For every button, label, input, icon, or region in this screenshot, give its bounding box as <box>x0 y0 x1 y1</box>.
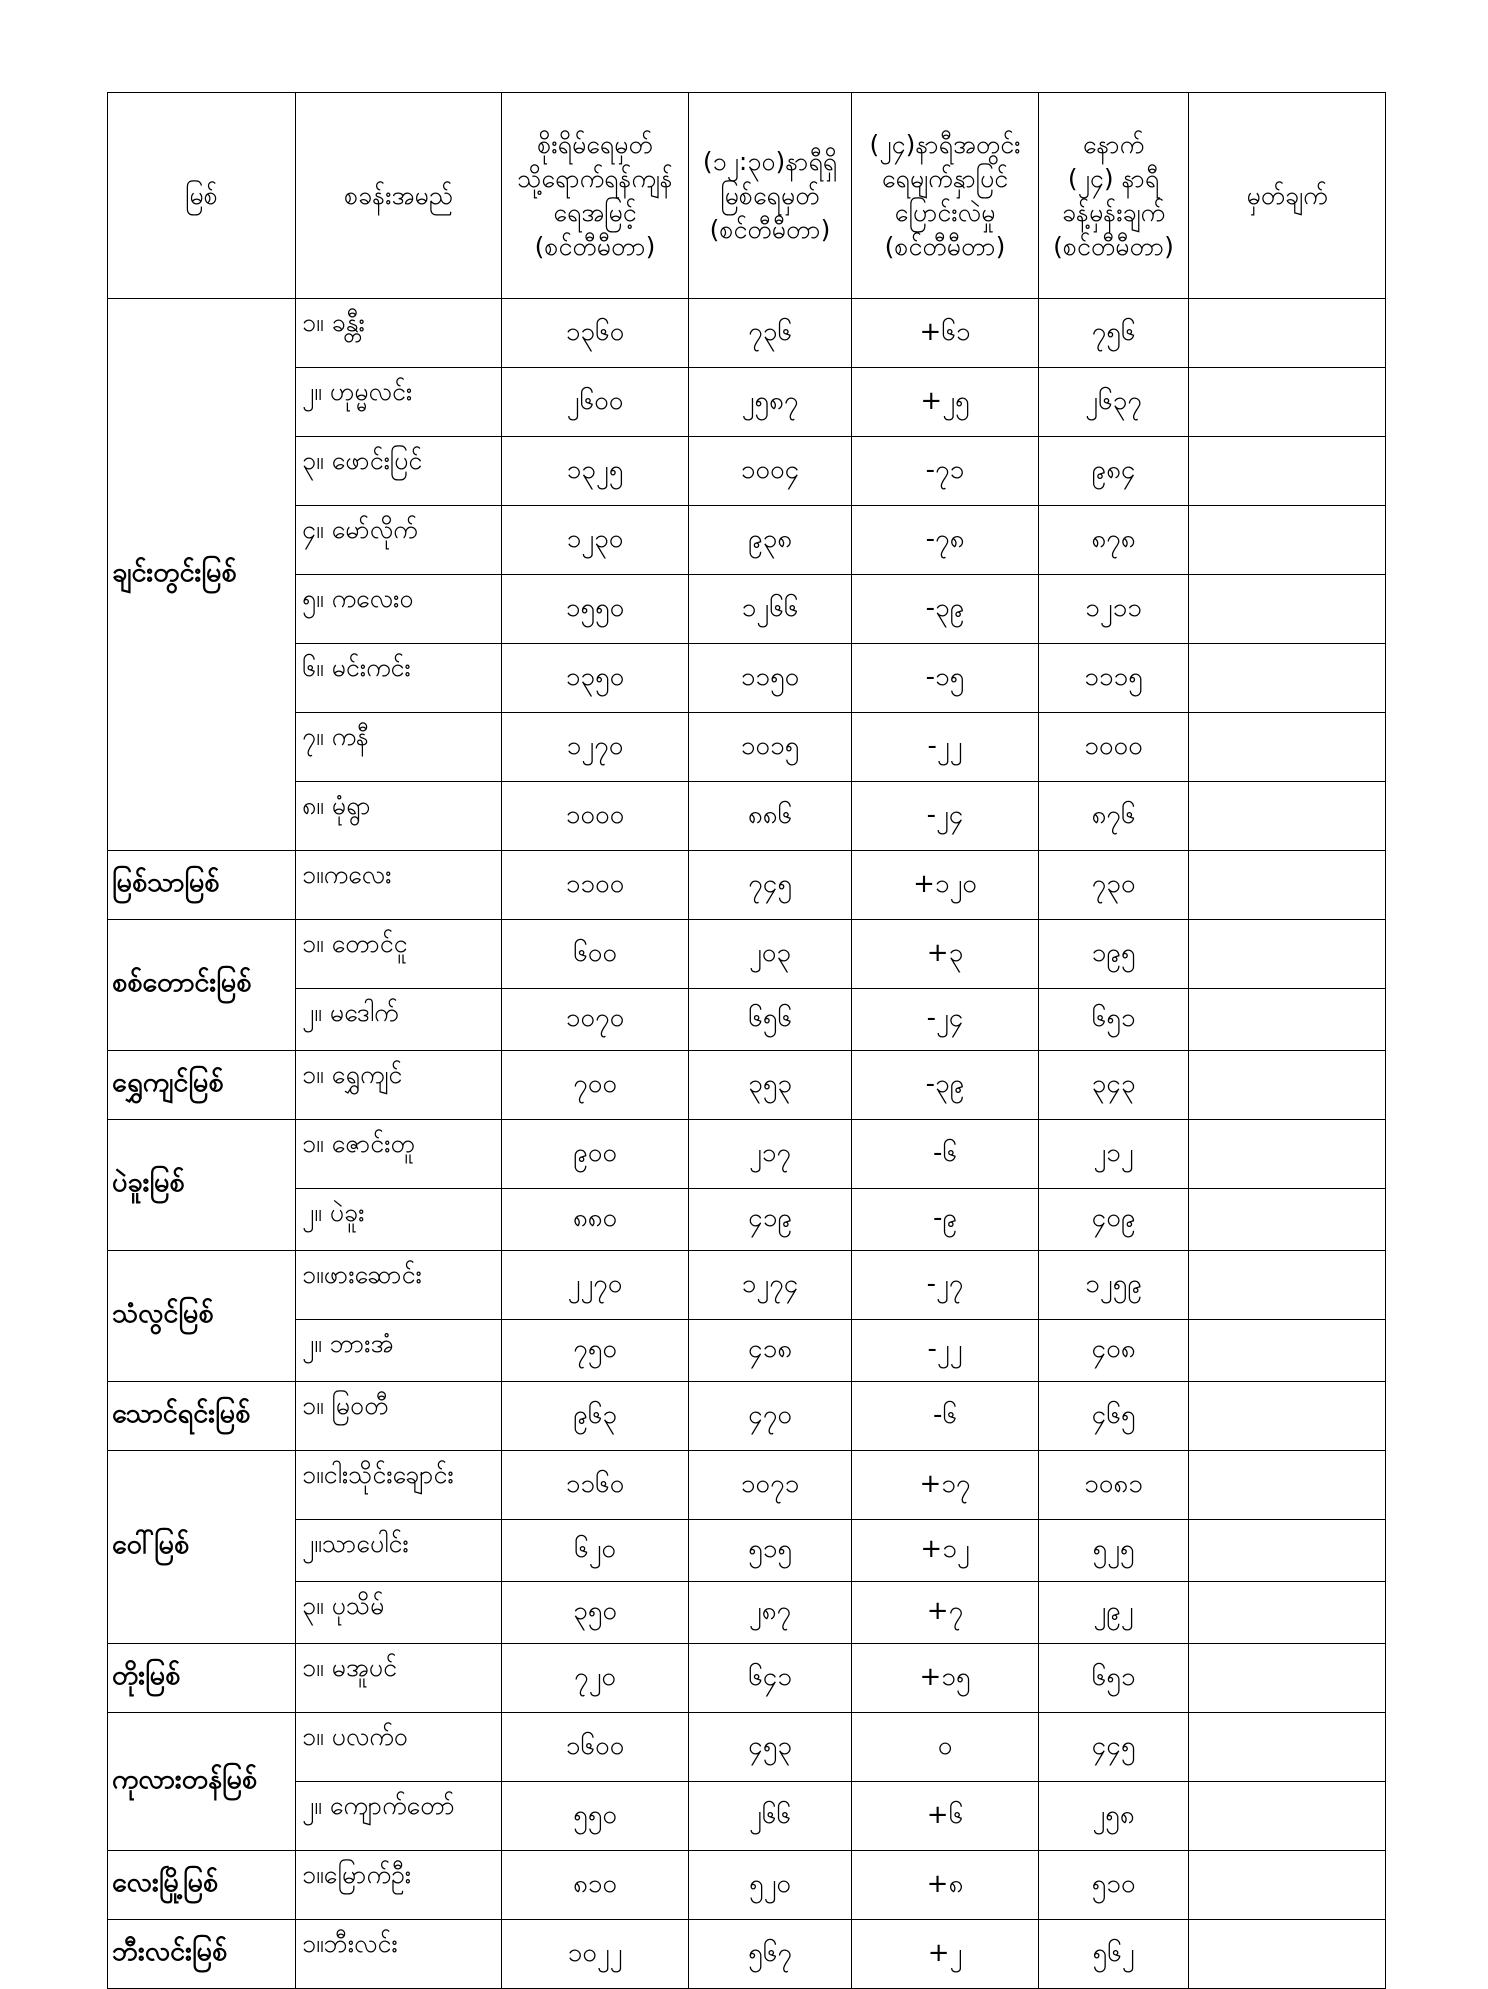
danger-level-cell: ၁၁၆၀ <box>502 1451 689 1520</box>
current-level-cell: ၅၁၅ <box>689 1520 852 1582</box>
table-row <box>108 1920 1386 1989</box>
change-cell: +၆ <box>852 1782 1039 1851</box>
station-name-cell: ၈။ မုံရွာ <box>296 782 502 851</box>
change-cell: -၇၈ <box>852 506 1039 575</box>
current-level-cell: ၅၆၇ <box>689 1920 852 1989</box>
forecast-cell: ၈၇၈ <box>1039 506 1189 575</box>
river-name-cell: တိုးမြစ် <box>108 1644 296 1713</box>
header-change-line: (စင်တီမီတာ) <box>884 231 1006 261</box>
header-danger-level <box>502 93 689 299</box>
station-name-cell: ၁။ငါးသိုင်းချောင်း <box>296 1451 502 1520</box>
table-row <box>108 1582 1386 1644</box>
station-name-cell: ၁။ ခန္တီး <box>296 299 502 368</box>
table-row <box>108 644 1386 713</box>
station-name-cell: ၃။ ပုသိမ် <box>296 1582 502 1644</box>
current-level-cell: ၂၁၇ <box>689 1120 852 1189</box>
change-cell: -၆ <box>852 1382 1039 1451</box>
river-level-table <box>107 92 1386 1989</box>
river-name-cell: ရွှေကျင်မြစ် <box>108 1051 296 1120</box>
header-station <box>296 93 502 299</box>
danger-level-cell: ၇၅၀ <box>502 1320 689 1382</box>
header-river-line: မြစ် <box>185 180 218 210</box>
current-level-cell: ၁၂၆၆ <box>689 575 852 644</box>
header-change <box>852 93 1039 299</box>
remarks-cell <box>1189 506 1386 575</box>
table-row <box>108 1851 1386 1920</box>
header-current-level <box>689 93 852 299</box>
current-level-cell: ၁၀၀၄ <box>689 437 852 506</box>
current-level-cell: ၄၁၉ <box>689 1189 852 1251</box>
danger-level-cell: ၂၂၇၀ <box>502 1251 689 1320</box>
forecast-cell: ၁၀၀၀ <box>1039 713 1189 782</box>
forecast-cell: ၄၆၅ <box>1039 1382 1189 1451</box>
remarks-cell <box>1189 575 1386 644</box>
header-forecast <box>1039 93 1189 299</box>
table-row <box>108 1382 1386 1451</box>
danger-level-cell: ၁၂၇၀ <box>502 713 689 782</box>
current-level-cell: ၁၀၇၁ <box>689 1451 852 1520</box>
current-level-cell: ၈၈၆ <box>689 782 852 851</box>
current-level-cell: ၂၈၇ <box>689 1582 852 1644</box>
header-change-line: ပြောင်းလဲမှု <box>894 197 996 227</box>
header-change-line: ရေမျက်နှာပြင် <box>881 163 1009 193</box>
danger-level-cell: ၁၃၆၀ <box>502 299 689 368</box>
forecast-cell: ၄၀၈ <box>1039 1320 1189 1382</box>
table-row <box>108 851 1386 920</box>
station-name-cell: ၂။သာပေါင်း <box>296 1520 502 1582</box>
remarks-cell <box>1189 1644 1386 1713</box>
station-name-cell: ၁။ ပလက်ဝ <box>296 1713 502 1782</box>
change-cell: -၆ <box>852 1120 1039 1189</box>
header-station-line: စခန်းအမည် <box>344 180 453 210</box>
change-cell: +၁၂ <box>852 1520 1039 1582</box>
forecast-cell: ၃၄၃ <box>1039 1051 1189 1120</box>
forecast-cell: ၅၆၂ <box>1039 1920 1189 1989</box>
forecast-cell: ၄၄၅ <box>1039 1713 1189 1782</box>
danger-level-cell: ၃၅၀ <box>502 1582 689 1644</box>
remarks-cell <box>1189 1051 1386 1120</box>
station-name-cell: ၁။ ဇောင်းတူ <box>296 1120 502 1189</box>
forecast-cell: ၂၁၂ <box>1039 1120 1189 1189</box>
danger-level-cell: ၉၆၃ <box>502 1382 689 1451</box>
forecast-cell: ၆၅၁ <box>1039 989 1189 1051</box>
current-level-cell: ၄၇၀ <box>689 1382 852 1451</box>
danger-level-cell: ၁၆၀၀ <box>502 1713 689 1782</box>
danger-level-cell: ၁၃၂၅ <box>502 437 689 506</box>
forecast-cell: ၁၀၈၁ <box>1039 1451 1189 1520</box>
table-row <box>108 575 1386 644</box>
change-cell: +၁၅ <box>852 1644 1039 1713</box>
current-level-cell: ၇၄၅ <box>689 851 852 920</box>
current-level-cell: ၁၀၁၅ <box>689 713 852 782</box>
station-name-cell: ၂။ ဟုမ္မလင်း <box>296 368 502 437</box>
table-row <box>108 1451 1386 1520</box>
change-cell: ၀ <box>852 1713 1039 1782</box>
table-row <box>108 368 1386 437</box>
river-name-cell: သံလွင်မြစ် <box>108 1251 296 1382</box>
header-remarks <box>1189 93 1386 299</box>
station-name-cell: ၁။ တောင်ငူ <box>296 920 502 989</box>
table-row <box>108 1782 1386 1851</box>
station-name-cell: ၄။ မော်လိုက် <box>296 506 502 575</box>
header-current-level-line: (၁၂:၃၀)နာရီရှိ <box>702 146 838 176</box>
forecast-cell: ၁၂၁၁ <box>1039 575 1189 644</box>
header-river <box>108 93 296 299</box>
remarks-cell <box>1189 437 1386 506</box>
station-name-cell: ၇။ ကနီ <box>296 713 502 782</box>
station-name-cell: ၂။ ဘားအံ <box>296 1320 502 1382</box>
table-row <box>108 1189 1386 1251</box>
danger-level-cell: ၁၅၅၀ <box>502 575 689 644</box>
danger-level-cell: ၆၀၀ <box>502 920 689 989</box>
header-forecast-line: ခန့်မှန်းချက် <box>1061 197 1166 227</box>
header-current-level-line: မြစ်ရေမှတ် <box>720 180 820 210</box>
forecast-cell: ၆၅၁ <box>1039 1644 1189 1713</box>
header-change-line: (၂၄)နာရီအတွင်း <box>869 129 1021 159</box>
forecast-cell: ၁၁၁၅ <box>1039 644 1189 713</box>
river-name-cell: ကုလားတန်မြစ် <box>108 1713 296 1851</box>
danger-level-cell: ၇၀၀ <box>502 1051 689 1120</box>
forecast-cell: ၈၇၆ <box>1039 782 1189 851</box>
station-name-cell: ၁။ဘီးလင်း <box>296 1920 502 1989</box>
forecast-cell: ၁၉၅ <box>1039 920 1189 989</box>
change-cell: -၃၉ <box>852 1051 1039 1120</box>
remarks-cell <box>1189 989 1386 1051</box>
remarks-cell <box>1189 1520 1386 1582</box>
station-name-cell: ၂။ မဒေါက် <box>296 989 502 1051</box>
table-row <box>108 1120 1386 1189</box>
change-cell: -၉ <box>852 1189 1039 1251</box>
table-row <box>108 782 1386 851</box>
header-forecast-line: (စင်တီမီတာ) <box>1053 231 1174 261</box>
forecast-cell: ၂၉၂ <box>1039 1582 1189 1644</box>
table-row <box>108 713 1386 782</box>
station-name-cell: ၂။ ကျောက်တော် <box>296 1782 502 1851</box>
station-name-cell: ၁။ မအူပင် <box>296 1644 502 1713</box>
remarks-cell <box>1189 1920 1386 1989</box>
forecast-cell: ၅၂၅ <box>1039 1520 1189 1582</box>
remarks-cell <box>1189 920 1386 989</box>
current-level-cell: ၅၂၀ <box>689 1851 852 1920</box>
danger-level-cell: ၈၈၀ <box>502 1189 689 1251</box>
header-danger-level-line: စိုးရိမ်ရေမှတ် <box>537 129 653 159</box>
remarks-cell <box>1189 851 1386 920</box>
current-level-cell: ၆၄၁ <box>689 1644 852 1713</box>
forecast-cell: ၄၀၉ <box>1039 1189 1189 1251</box>
change-cell: -၂၄ <box>852 782 1039 851</box>
change-cell: -၃၉ <box>852 575 1039 644</box>
current-level-cell: ၁၂၇၄ <box>689 1251 852 1320</box>
remarks-cell <box>1189 368 1386 437</box>
danger-level-cell: ၆၂၀ <box>502 1520 689 1582</box>
river-name-cell: ပဲခူးမြစ် <box>108 1120 296 1251</box>
danger-level-cell: ၉၀၀ <box>502 1120 689 1189</box>
change-cell: -၂၇ <box>852 1251 1039 1320</box>
change-cell: +၇ <box>852 1582 1039 1644</box>
station-name-cell: ၂။ ပဲခူး <box>296 1189 502 1251</box>
forecast-cell: ၂၅၈ <box>1039 1782 1189 1851</box>
forecast-cell: ၉၈၄ <box>1039 437 1189 506</box>
station-name-cell: ၆။ မင်းကင်း <box>296 644 502 713</box>
current-level-cell: ၄၅၃ <box>689 1713 852 1782</box>
header-remarks-line: မှတ်ချက် <box>1246 180 1328 210</box>
table-row <box>108 299 1386 368</box>
forecast-cell: ၇၅၆ <box>1039 299 1189 368</box>
header-danger-level-line: သို့ရောက်ရန်ကျန် <box>517 163 673 193</box>
table-row <box>108 1644 1386 1713</box>
river-name-cell: ဘီးလင်းမြစ် <box>108 1920 296 1989</box>
change-cell: -၇၁ <box>852 437 1039 506</box>
table-row <box>108 1713 1386 1782</box>
change-cell: +၂၅ <box>852 368 1039 437</box>
change-cell: -၁၅ <box>852 644 1039 713</box>
header-current-level-line: (စင်တီမီတာ) <box>709 214 831 244</box>
danger-level-cell: ၁၁၀၀ <box>502 851 689 920</box>
current-level-cell: ၃၅၃ <box>689 1051 852 1120</box>
change-cell: +၃ <box>852 920 1039 989</box>
table-row <box>108 920 1386 989</box>
header-forecast-line: နောက် <box>1082 129 1145 159</box>
station-name-cell: ၁။ ရွှေကျင် <box>296 1051 502 1120</box>
header-forecast-line: (၂၄) နာရီ <box>1067 163 1160 193</box>
change-cell: +၁၂၀ <box>852 851 1039 920</box>
current-level-cell: ၆၅၆ <box>689 989 852 1051</box>
remarks-cell <box>1189 299 1386 368</box>
danger-level-cell: ၁၀၀၀ <box>502 782 689 851</box>
river-name-cell: ဝေါ်မြစ် <box>108 1451 296 1644</box>
change-cell: +၆၁ <box>852 299 1039 368</box>
remarks-cell <box>1189 644 1386 713</box>
change-cell: -၂၂ <box>852 713 1039 782</box>
danger-level-cell: ၁၂၃၀ <box>502 506 689 575</box>
change-cell: -၂၂ <box>852 1320 1039 1382</box>
remarks-cell <box>1189 1713 1386 1782</box>
remarks-cell <box>1189 713 1386 782</box>
river-name-cell: စစ်တောင်းမြစ် <box>108 920 296 1051</box>
danger-level-cell: ၈၁၀ <box>502 1851 689 1920</box>
table-row <box>108 437 1386 506</box>
river-name-cell: လေးမြို့မြစ် <box>108 1851 296 1920</box>
remarks-cell <box>1189 1582 1386 1644</box>
remarks-cell <box>1189 1382 1386 1451</box>
danger-level-cell: ၁၀၇၀ <box>502 989 689 1051</box>
river-name-cell: သောင်ရင်းမြစ် <box>108 1382 296 1451</box>
current-level-cell: ၄၁၈ <box>689 1320 852 1382</box>
current-level-cell: ၇၃၆ <box>689 299 852 368</box>
forecast-cell: ၅၁၀ <box>1039 1851 1189 1920</box>
danger-level-cell: ၁၃၅၀ <box>502 644 689 713</box>
header-danger-level-line: ရေအမြင့် <box>553 197 637 227</box>
remarks-cell <box>1189 1451 1386 1520</box>
station-name-cell: ၃။ ဖောင်းပြင် <box>296 437 502 506</box>
danger-level-cell: ၂၆၀၀ <box>502 368 689 437</box>
change-cell: +၂ <box>852 1920 1039 1989</box>
danger-level-cell: ၇၂၀ <box>502 1644 689 1713</box>
current-level-cell: ၂၅၈၇ <box>689 368 852 437</box>
remarks-cell <box>1189 1782 1386 1851</box>
table-row <box>108 989 1386 1051</box>
river-name-cell: မြစ်သာမြစ် <box>108 851 296 920</box>
current-level-cell: ၂၆၆ <box>689 1782 852 1851</box>
table-row <box>108 1251 1386 1320</box>
current-level-cell: ၁၁၅၀ <box>689 644 852 713</box>
forecast-cell: ၁၂၅၉ <box>1039 1251 1189 1320</box>
table-row <box>108 1051 1386 1120</box>
remarks-cell <box>1189 1251 1386 1320</box>
remarks-cell <box>1189 782 1386 851</box>
remarks-cell <box>1189 1851 1386 1920</box>
current-level-cell: ၉၃၈ <box>689 506 852 575</box>
forecast-cell: ၂၆၃၇ <box>1039 368 1189 437</box>
danger-level-cell: ၁၀၂၂ <box>502 1920 689 1989</box>
remarks-cell <box>1189 1120 1386 1189</box>
river-name-cell: ချင်းတွင်းမြစ် <box>108 299 296 851</box>
station-name-cell: ၁။ဖားဆောင်း <box>296 1251 502 1320</box>
remarks-cell <box>1189 1320 1386 1382</box>
table-header-row <box>108 93 1386 299</box>
change-cell: +၈ <box>852 1851 1039 1920</box>
danger-level-cell: ၅၅၀ <box>502 1782 689 1851</box>
change-cell: -၂၄ <box>852 989 1039 1051</box>
change-cell: +၁၇ <box>852 1451 1039 1520</box>
station-name-cell: ၅။ ကလေးဝ <box>296 575 502 644</box>
station-name-cell: ၁။မြောက်ဦး <box>296 1851 502 1920</box>
forecast-cell: ၇၃၀ <box>1039 851 1189 920</box>
station-name-cell: ၁။ကလေး <box>296 851 502 920</box>
table-row <box>108 1320 1386 1382</box>
remarks-cell <box>1189 1189 1386 1251</box>
table-row <box>108 1520 1386 1582</box>
header-danger-level-line: (စင်တီမီတာ) <box>534 231 656 261</box>
station-name-cell: ၁။ မြဝတီ <box>296 1382 502 1451</box>
current-level-cell: ၂၀၃ <box>689 920 852 989</box>
table-body <box>108 299 1386 1989</box>
table-row <box>108 506 1386 575</box>
